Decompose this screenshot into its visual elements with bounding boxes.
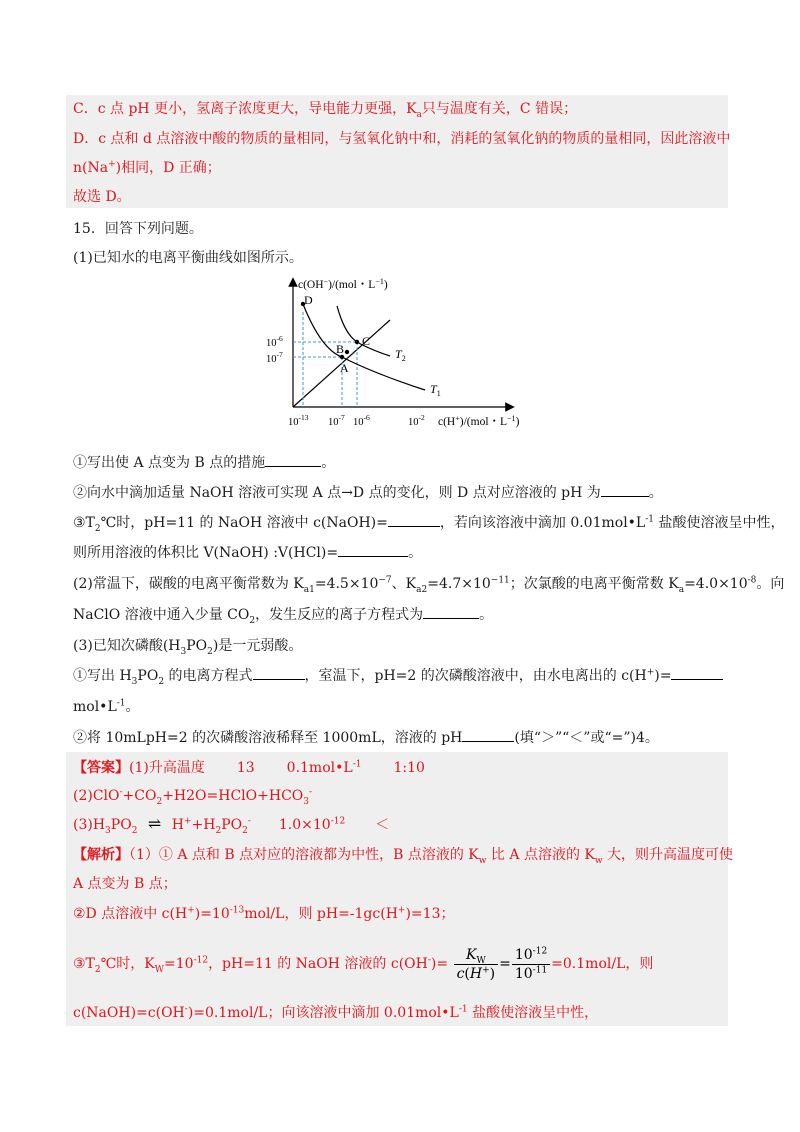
x-tick-2: $10^{-2}$	[408, 413, 425, 428]
question-1-1: ①写出使 A 点变为 B 点的措施 。	[73, 452, 335, 474]
answer-blank[interactable]	[423, 604, 479, 619]
question-part-2: (2)常温下，碳酸的电离平衡常数为 $K_{a1}=4.5\times 10^{-7}$、$K_{a2}=4.7\times 10^{-11}$；次氯酸的电离平衡常数 $K_a=4.0\times 10^{-8}$。向	[73, 575, 785, 595]
label-A: A	[340, 361, 349, 375]
analysis-line-1: 【解析】（1）① A 点和 B 点对应的溶液都为中性，B 点溶液的 $K_w$ 比 A 点溶液的 $K_w$ 大，则升高温度可使	[73, 847, 734, 866]
water-ionization-graph	[260, 274, 560, 439]
answer-blank[interactable]	[462, 727, 514, 742]
fraction-kw-over-h: $\frac{K_W}{c(H^+)}$	[454, 946, 499, 983]
question-part-3: (3)已知次磷酸$(H_3PO_2)$是一元弱酸。	[73, 638, 303, 657]
answer-blank[interactable]	[253, 665, 305, 680]
question-1-3: $③T_2℃$时，pH=11 的 NaOH 溶液中 c(NaOH)= ，若向该溶液中滴加 $0.01mol•L^{-1}$ 盐酸使溶液呈中性，	[73, 512, 784, 534]
y-tick-lo: $10^{-7}$	[266, 350, 283, 365]
analysis-d-line-1: D．c 点和 d 点溶液中酸的物质的量相同，与氢氧化钠中和，消耗的氢氧化钠的物质的量相同，因此溶液中	[73, 131, 731, 147]
point-B	[345, 350, 349, 354]
analysis-choose-line: 故选 D。	[73, 189, 131, 205]
analysis-d-line-2: n(Na+)相同，D 正确；	[73, 159, 221, 176]
question-title: 15．回答下列问题。	[73, 221, 203, 237]
answer-blank[interactable]	[601, 482, 649, 497]
label-T2: $T_2$	[395, 347, 406, 363]
question-1-2: ②向水中滴加适量 NaOH 溶液可实现 A 点→D 点的变化，则 D 点对应溶液的 pH 为 。	[73, 482, 663, 504]
label-T1: $T_1$	[430, 382, 441, 398]
analysis-line-2: A 点变为 B 点；	[73, 876, 177, 892]
analysis-line-3: ②D 点溶液中 $c(H^+)=10^{-13}mol/L$，则 pH=-1gc(H+)=13；	[73, 905, 455, 922]
answer-blank[interactable]	[671, 665, 723, 680]
answer-blank[interactable]	[265, 452, 321, 467]
label-B: B	[336, 342, 345, 356]
y-axis-label: c(OH−)/(mol・$L^{-1}$)	[298, 277, 388, 291]
question-3-1-line-2: $mol•L^{-1}$。	[73, 698, 140, 715]
label-D: D	[304, 293, 313, 307]
analysis-line-5: c(NaOH)=c(OH-)=0.1mol/L；向该溶液中滴加 $0.01mol•L^{-1}$ 盐酸使溶液呈中性，	[73, 1004, 599, 1021]
question-part-2-line-2: NaClO 溶液中通入少量 $CO_2$，发生反应的离子方程式为 。	[73, 604, 493, 626]
curve-T2	[337, 306, 390, 356]
question-part-1: (1)已知水的电离平衡曲线如图所示。	[73, 250, 303, 266]
question-3-1: ①写出 $H_3PO_2$ 的电离方程式 ，室温下，pH=2 的次磷酸溶液中，由水电离出的 c(H+)=	[73, 665, 723, 687]
label-C: C	[362, 334, 371, 348]
answer-line-2: $(2)ClO^-+CO_2+H2O=HClO+HCO_3^-$	[73, 787, 313, 807]
answer-line-1: 【答案】(1)升高温度 13 $0.1mol•L^{-1}$ 1:10	[73, 759, 425, 776]
point-C	[355, 340, 359, 344]
question-3-2: ②将 10mLpH=2 的次磷酸溶液稀释至 1000mL，溶液的 pH (填“＞”“＜”或“=”)4。	[73, 727, 659, 749]
analysis-c-line: C．c 点 pH 更小，氢离子浓度更大，导电能力更强，$K_a$只与温度有关，C 错误；	[73, 101, 578, 120]
x-tick-7: $10^{-7}$	[328, 413, 345, 428]
x-tick-6: $10^{-6}$	[353, 413, 370, 428]
answer-blank[interactable]	[388, 512, 440, 527]
answer-line-3: $(3)H_3PO_2$ ⇌ $H^++H_2PO_2^-$ $1.0\times 10^{-12}$ ＜	[73, 814, 390, 836]
x-tick-13: $10^{-13}$	[288, 413, 309, 428]
answer-blank[interactable]	[338, 542, 408, 557]
equilibrium-arrow-icon: ⇌	[147, 814, 162, 833]
y-tick-hi: $10^{-6}$	[266, 334, 283, 349]
analysis-line-4: $③T_2℃$时，$K_W=10^{-12}$，pH=11 的 NaOH 溶液的 c(OH-)= $\frac{K_W}{c(H^+)}$ = $\frac{10^{-12}}{10^{-11}}$ =0.1mol/L，则	[73, 945, 654, 982]
x-axis-label: c(H+)/(mol・$L^{-1}$)	[438, 414, 520, 428]
question-1-3-line-2: 则所用溶液的体积比 V(NaOH) :V(HCl)= 。	[73, 542, 422, 564]
fraction-values: $\frac{10^{-12}}{10^{-11}}$	[512, 946, 550, 983]
